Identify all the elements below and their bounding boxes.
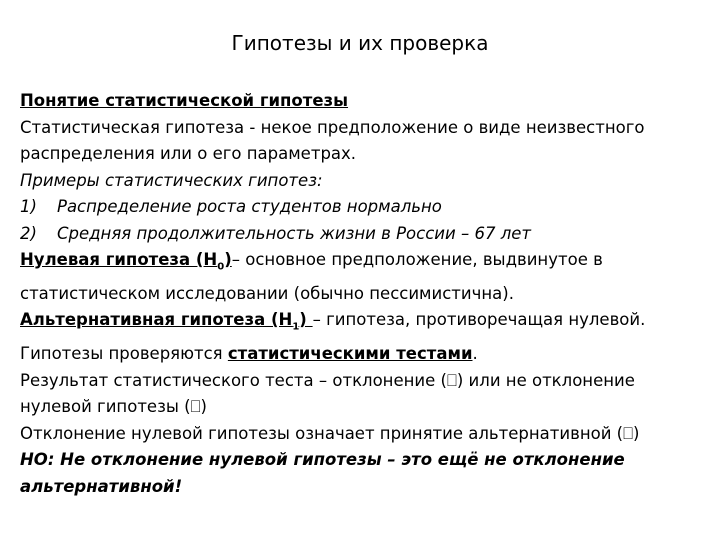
placeholder-symbol: ⎕ — [623, 423, 634, 443]
tests-text-after: . — [472, 344, 478, 364]
null-hypothesis-label — [20, 250, 232, 273]
warning-paragraph: НО: Не отклонение нулевой гипотезы – это ещё не отклонение альтернативной! — [20, 450, 625, 496]
result-paragraph — [20, 368, 690, 421]
example-text: Распределение роста студентов нормально — [57, 197, 442, 216]
tests-text-before: Гипотезы проверяются — [20, 344, 228, 364]
slide-content — [20, 88, 690, 500]
null-label-text: Нулевая гипотеза (H — [20, 250, 218, 269]
section-heading-line — [20, 88, 690, 115]
alt-label-text: Альтернативная гипотеза (H — [20, 310, 293, 330]
example-item-2 — [20, 221, 690, 248]
tests-paragraph — [20, 341, 690, 368]
result-text-before: Результат статистического теста – отклонение ( — [20, 370, 447, 390]
tests-emphasis: статистическими тестами — [227, 344, 473, 364]
rejection-paragraph — [20, 421, 690, 448]
null-label-close: ) — [224, 250, 232, 269]
alt-hypothesis-text: – гипотеза, противоречащая нулевой. — [312, 310, 646, 330]
example-item-1 — [20, 194, 690, 221]
definition-paragraph: Статистическая гипотеза - некое предположение о виде неизвестного распределения или о его параметрах. — [20, 117, 645, 163]
examples-heading: Примеры статистических гипотез: — [20, 170, 323, 190]
placeholder-symbol: ⎕ — [190, 397, 201, 417]
result-text-after: ) — [200, 397, 207, 417]
null-label-subscript: 0 — [217, 261, 225, 273]
placeholder-symbol: ⎕ — [446, 370, 457, 390]
slide-title: Гипотезы и их проверка — [231, 31, 489, 55]
alt-hypothesis-label — [20, 310, 313, 333]
alt-label-close: ) — [299, 310, 313, 330]
result-text-mid: ) или не отклонение нулевой гипотезы ( — [20, 370, 635, 417]
alt-hypothesis-paragraph — [20, 307, 690, 341]
section-heading: Понятие статистической гипотезы — [20, 91, 349, 110]
null-hypothesis-paragraph — [20, 247, 690, 307]
rejection-text-before: Отклонение нулевой гипотезы означает принятие альтернативной ( — [20, 423, 624, 443]
example-number: 2) — [20, 223, 37, 243]
null-hypothesis-text: – основное предположение, выдвинутое в статистическом исследовании (обычно пессимистична). — [20, 250, 603, 303]
alt-label-subscript: 1 — [292, 321, 300, 333]
example-number: 1) — [20, 197, 37, 216]
rejection-text-after: ) — [633, 423, 640, 443]
example-text: Средняя продолжительность жизни в России – 67 лет — [57, 223, 532, 243]
